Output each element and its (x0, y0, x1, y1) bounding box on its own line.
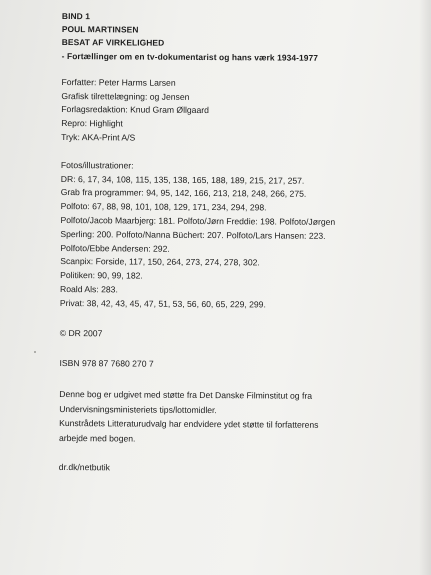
credit-editor: Forlagsredaktion: Knud Gram Øllgaard (61, 104, 209, 116)
book-header (62, 10, 422, 65)
photo-credit-line: Polfoto/Ebbe Andersen: 292. (60, 242, 170, 254)
photo-credit-line: Polfoto: 67, 88, 98, 101, 108, 129, 171, 234, 294, 298. (60, 201, 267, 213)
photo-credit-line: Scanpix: Forside, 117, 150, 264, 273, 274, 278, 302. (60, 256, 260, 268)
photo-credit-line: Roald Als: 283. (60, 283, 118, 295)
book-title: BESAT AF VIRKELIGHED (61, 37, 165, 49)
credits-block (61, 76, 421, 147)
isbn-number: ISBN 978 87 7680 270 7 (59, 358, 154, 370)
volume-label: BIND 1 (61, 10, 91, 22)
photo-credit-line: Privat: 38, 42, 43, 45, 47, 51, 53, 56, 60, 65, 229, 299. (59, 297, 266, 310)
photo-credit-line: Politiken: 90, 99, 182. (60, 270, 143, 281)
support-line: Kunstrådets Litteraturudvalg har endvidere ydet støtte til forfatterens (59, 418, 319, 431)
support-line: arbejde med bogen. (58, 432, 136, 444)
photo-credit-line: Polfoto/Jacob Maarbjerg: 181. Polfoto/Jørn Freddie: 198. Polfoto/Jørgen (60, 214, 336, 227)
support-line: Undervisningsministeriets tips/lottomidler. (59, 403, 217, 415)
credit-repro: Repro: Highlight (61, 118, 123, 129)
author-name: POUL MARTINSEN (61, 24, 139, 35)
copyright-notice: © DR 2007 (59, 327, 103, 338)
support-line: Denne bog er udgivet med støtte fra Det Danske Filminstitut og fra (59, 389, 313, 401)
photo-credit-line: Grab fra programmer: 94, 95, 142, 166, 213, 218, 248, 266, 275. (60, 187, 307, 200)
photo-credits-heading: Fotos/illustrationer: (60, 159, 134, 171)
photo-credits (60, 159, 421, 313)
photo-credit-line: Sperling: 200. Polfoto/Nanna Büchert: 207. Polfoto/Lars Hansen: 223. (60, 228, 326, 241)
colophon (59, 10, 422, 477)
credit-author: Forfatter: Peter Harms Larsen (61, 76, 176, 88)
support-notice (59, 387, 419, 448)
credit-design: Grafisk tilrettelægning: og Jensen (61, 90, 190, 102)
book-subtitle: - Fortællinger om en tv-dokumentarist og hans værk 1934-1977 (61, 50, 319, 63)
photo-credit-line: DR: 6, 17, 34, 108, 115, 135, 138, 165, 188, 189, 215, 217, 257. (60, 173, 305, 186)
paper-speck (34, 351, 36, 353)
credit-print: Tryk: AKA-Print A/S (61, 131, 136, 143)
shop-url: dr.dk/netbutik (58, 461, 110, 472)
